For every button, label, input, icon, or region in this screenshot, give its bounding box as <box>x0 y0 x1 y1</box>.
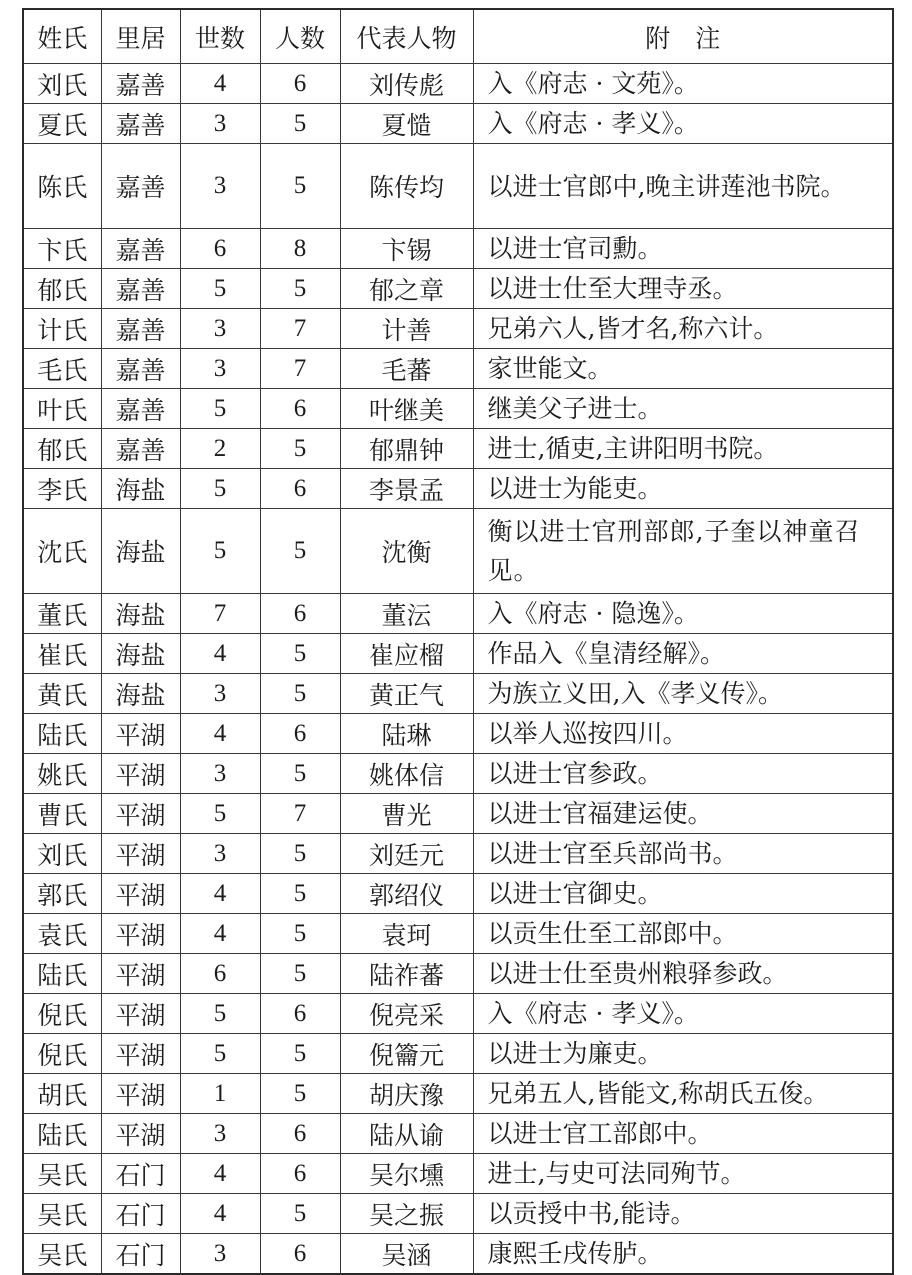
surname-cell: 董氏 <box>23 594 101 634</box>
generations-cell: 3 <box>180 1114 260 1154</box>
people-cell: 8 <box>260 229 340 269</box>
surname-cell: 吴氏 <box>23 1234 101 1275</box>
note-cell: 进士,循吏,主讲阳明书院。 <box>473 429 893 469</box>
residence-cell: 嘉善 <box>101 349 180 389</box>
residence-cell: 平湖 <box>101 1034 180 1074</box>
generations-cell: 3 <box>180 309 260 349</box>
table-row <box>23 429 893 469</box>
note-cell: 作品入《皇清经解》。 <box>473 634 893 674</box>
generations-cell: 7 <box>180 594 260 634</box>
representative-cell: 夏慥 <box>340 104 473 144</box>
residence-cell: 平湖 <box>101 954 180 994</box>
representative-cell: 卞锡 <box>340 229 473 269</box>
note-cell: 以进士官御史。 <box>473 874 893 914</box>
surname-cell: 胡氏 <box>23 1074 101 1114</box>
note-cell: 入《府志 · 隐逸》。 <box>473 594 893 634</box>
table-row <box>23 714 893 754</box>
table-row <box>23 64 893 104</box>
people-cell: 5 <box>260 1074 340 1114</box>
table-row <box>23 309 893 349</box>
representative-cell: 袁珂 <box>340 914 473 954</box>
representative-cell: 吴尔壎 <box>340 1154 473 1194</box>
header-notes: 附 注 <box>473 9 893 64</box>
table-row <box>23 104 893 144</box>
people-cell: 6 <box>260 594 340 634</box>
note-cell: 为族立义田,入《孝义传》。 <box>473 674 893 714</box>
note-cell: 以进士仕至大理寺丞。 <box>473 269 893 309</box>
table-row <box>23 794 893 834</box>
representative-cell: 吴涵 <box>340 1234 473 1275</box>
residence-cell: 平湖 <box>101 794 180 834</box>
table-row <box>23 834 893 874</box>
header-surname: 姓氏 <box>23 9 101 64</box>
generations-cell: 3 <box>180 104 260 144</box>
note-cell: 以进士官参政。 <box>473 754 893 794</box>
people-cell: 5 <box>260 874 340 914</box>
residence-cell: 嘉善 <box>101 389 180 429</box>
table-row <box>23 994 893 1034</box>
people-cell: 7 <box>260 309 340 349</box>
residence-cell: 嘉善 <box>101 229 180 269</box>
generations-cell: 3 <box>180 834 260 874</box>
representative-cell: 郁之章 <box>340 269 473 309</box>
representative-cell: 刘廷元 <box>340 834 473 874</box>
note-cell: 以贡生仕至工部郎中。 <box>473 914 893 954</box>
people-cell: 6 <box>260 714 340 754</box>
generations-cell: 1 <box>180 1074 260 1114</box>
residence-cell: 嘉善 <box>101 309 180 349</box>
table-row <box>23 874 893 914</box>
note-cell: 家世能文。 <box>473 349 893 389</box>
generations-cell: 5 <box>180 994 260 1034</box>
note-cell: 兄弟六人,皆才名,称六计。 <box>473 309 893 349</box>
people-cell: 5 <box>260 674 340 714</box>
representative-cell: 黄正气 <box>340 674 473 714</box>
generations-cell: 5 <box>180 389 260 429</box>
header-residence: 里居 <box>101 9 180 64</box>
note-cell: 康熙壬戌传胪。 <box>473 1234 893 1275</box>
surname-cell: 沈氏 <box>23 509 101 594</box>
people-cell: 5 <box>260 144 340 229</box>
people-cell: 5 <box>260 104 340 144</box>
note-cell: 以进士官司勳。 <box>473 229 893 269</box>
surname-cell: 陆氏 <box>23 714 101 754</box>
people-cell: 5 <box>260 634 340 674</box>
table-row <box>23 674 893 714</box>
note-cell: 进士,与史可法同殉节。 <box>473 1154 893 1194</box>
generations-cell: 5 <box>180 1034 260 1074</box>
representative-cell: 陆琳 <box>340 714 473 754</box>
surname-cell: 李氏 <box>23 469 101 509</box>
note-cell: 以进士官工部郎中。 <box>473 1114 893 1154</box>
people-cell: 5 <box>260 1194 340 1234</box>
surname-cell: 崔氏 <box>23 634 101 674</box>
table-row <box>23 914 893 954</box>
header-people: 人数 <box>260 9 340 64</box>
surname-cell: 刘氏 <box>23 64 101 104</box>
table-row <box>23 349 893 389</box>
surname-cell: 陈氏 <box>23 144 101 229</box>
people-cell: 5 <box>260 954 340 994</box>
note-cell: 以进士官至兵部尚书。 <box>473 834 893 874</box>
note-cell: 以进士官福建运使。 <box>473 794 893 834</box>
people-cell: 5 <box>260 914 340 954</box>
generations-cell: 3 <box>180 674 260 714</box>
table-row <box>23 754 893 794</box>
people-cell: 6 <box>260 994 340 1034</box>
table-row <box>23 1114 893 1154</box>
people-cell: 6 <box>260 469 340 509</box>
generations-cell: 4 <box>180 634 260 674</box>
note-cell: 以进士官郎中,晚主讲莲池书院。 <box>473 144 893 229</box>
people-cell: 6 <box>260 1154 340 1194</box>
note-cell: 入《府志 · 孝义》。 <box>473 994 893 1034</box>
generations-cell: 5 <box>180 269 260 309</box>
residence-cell: 平湖 <box>101 714 180 754</box>
surname-cell: 曹氏 <box>23 794 101 834</box>
table-row <box>23 954 893 994</box>
table-row <box>23 144 893 229</box>
residence-cell: 海盐 <box>101 594 180 634</box>
residence-cell: 嘉善 <box>101 64 180 104</box>
table-row <box>23 509 893 594</box>
note-cell: 继美父子进士。 <box>473 389 893 429</box>
generations-cell: 3 <box>180 754 260 794</box>
surname-cell: 袁氏 <box>23 914 101 954</box>
people-cell: 6 <box>260 389 340 429</box>
header-representative: 代表人物 <box>340 9 473 64</box>
residence-cell: 平湖 <box>101 914 180 954</box>
generations-cell: 5 <box>180 469 260 509</box>
table-row <box>23 1194 893 1234</box>
people-cell: 5 <box>260 834 340 874</box>
generations-cell: 4 <box>180 64 260 104</box>
residence-cell: 嘉善 <box>101 144 180 229</box>
surname-cell: 陆氏 <box>23 1114 101 1154</box>
representative-cell: 沈衡 <box>340 509 473 594</box>
representative-cell: 郁鼎钟 <box>340 429 473 469</box>
residence-cell: 嘉善 <box>101 429 180 469</box>
table-row <box>23 1234 893 1275</box>
representative-cell: 陈传均 <box>340 144 473 229</box>
table-row <box>23 594 893 634</box>
note-cell: 以进士为廉吏。 <box>473 1034 893 1074</box>
residence-cell: 平湖 <box>101 874 180 914</box>
surname-cell: 毛氏 <box>23 349 101 389</box>
generations-cell: 2 <box>180 429 260 469</box>
surname-cell: 叶氏 <box>23 389 101 429</box>
people-cell: 5 <box>260 1034 340 1074</box>
note-cell: 以进士仕至贵州粮驿参政。 <box>473 954 893 994</box>
representative-cell: 吴之振 <box>340 1194 473 1234</box>
residence-cell: 平湖 <box>101 754 180 794</box>
representative-cell: 董沄 <box>340 594 473 634</box>
representative-cell: 刘传彪 <box>340 64 473 104</box>
generations-cell: 4 <box>180 874 260 914</box>
note-cell: 兄弟五人,皆能文,称胡氏五俊。 <box>473 1074 893 1114</box>
surname-cell: 倪氏 <box>23 1034 101 1074</box>
generations-cell: 3 <box>180 1234 260 1275</box>
residence-cell: 平湖 <box>101 1074 180 1114</box>
residence-cell: 嘉善 <box>101 269 180 309</box>
representative-cell: 胡庆豫 <box>340 1074 473 1114</box>
residence-cell: 海盐 <box>101 469 180 509</box>
table-row <box>23 469 893 509</box>
people-cell: 5 <box>260 754 340 794</box>
people-cell: 6 <box>260 1234 340 1275</box>
table-row <box>23 229 893 269</box>
table-row <box>23 1074 893 1114</box>
representative-cell: 郭绍仪 <box>340 874 473 914</box>
clan-register-table <box>22 8 894 1275</box>
generations-cell: 5 <box>180 509 260 594</box>
surname-cell: 倪氏 <box>23 994 101 1034</box>
surname-cell: 刘氏 <box>23 834 101 874</box>
residence-cell: 平湖 <box>101 994 180 1034</box>
note-cell: 以进士为能吏。 <box>473 469 893 509</box>
people-cell: 7 <box>260 349 340 389</box>
generations-cell: 5 <box>180 794 260 834</box>
people-cell: 5 <box>260 429 340 469</box>
table-body <box>23 64 893 1275</box>
people-cell: 5 <box>260 269 340 309</box>
residence-cell: 海盐 <box>101 509 180 594</box>
note-cell: 以贡授中书,能诗。 <box>473 1194 893 1234</box>
table-header-row <box>23 9 893 64</box>
residence-cell: 石门 <box>101 1154 180 1194</box>
representative-cell: 毛蕃 <box>340 349 473 389</box>
representative-cell: 李景孟 <box>340 469 473 509</box>
residence-cell: 平湖 <box>101 834 180 874</box>
generations-cell: 4 <box>180 1154 260 1194</box>
generations-cell: 3 <box>180 349 260 389</box>
generations-cell: 4 <box>180 714 260 754</box>
people-cell: 6 <box>260 64 340 104</box>
surname-cell: 吴氏 <box>23 1154 101 1194</box>
people-cell: 5 <box>260 509 340 594</box>
residence-cell: 海盐 <box>101 674 180 714</box>
generations-cell: 6 <box>180 954 260 994</box>
table-row <box>23 269 893 309</box>
generations-cell: 3 <box>180 144 260 229</box>
surname-cell: 郭氏 <box>23 874 101 914</box>
table-row <box>23 1154 893 1194</box>
representative-cell: 陆祚蕃 <box>340 954 473 994</box>
surname-cell: 郁氏 <box>23 429 101 469</box>
representative-cell: 姚体信 <box>340 754 473 794</box>
surname-cell: 姚氏 <box>23 754 101 794</box>
residence-cell: 嘉善 <box>101 104 180 144</box>
surname-cell: 计氏 <box>23 309 101 349</box>
representative-cell: 叶继美 <box>340 389 473 429</box>
residence-cell: 石门 <box>101 1234 180 1275</box>
note-cell: 以举人巡按四川。 <box>473 714 893 754</box>
surname-cell: 黄氏 <box>23 674 101 714</box>
surname-cell: 卞氏 <box>23 229 101 269</box>
table-row <box>23 389 893 429</box>
note-cell: 衡以进士官刑部郎,子奎以神童召见。 <box>473 509 893 594</box>
representative-cell: 曹光 <box>340 794 473 834</box>
representative-cell: 崔应榴 <box>340 634 473 674</box>
note-cell: 入《府志 · 文苑》。 <box>473 64 893 104</box>
surname-cell: 吴氏 <box>23 1194 101 1234</box>
representative-cell: 倪籥元 <box>340 1034 473 1074</box>
representative-cell: 陆从谕 <box>340 1114 473 1154</box>
people-cell: 6 <box>260 1114 340 1154</box>
table-row <box>23 634 893 674</box>
surname-cell: 郁氏 <box>23 269 101 309</box>
representative-cell: 倪亮采 <box>340 994 473 1034</box>
note-cell: 入《府志 · 孝义》。 <box>473 104 893 144</box>
surname-cell: 夏氏 <box>23 104 101 144</box>
generations-cell: 6 <box>180 229 260 269</box>
header-generations: 世数 <box>180 9 260 64</box>
people-cell: 7 <box>260 794 340 834</box>
residence-cell: 平湖 <box>101 1114 180 1154</box>
representative-cell: 计善 <box>340 309 473 349</box>
residence-cell: 石门 <box>101 1194 180 1234</box>
generations-cell: 4 <box>180 914 260 954</box>
table-row <box>23 1034 893 1074</box>
generations-cell: 4 <box>180 1194 260 1234</box>
residence-cell: 海盐 <box>101 634 180 674</box>
surname-cell: 陆氏 <box>23 954 101 994</box>
